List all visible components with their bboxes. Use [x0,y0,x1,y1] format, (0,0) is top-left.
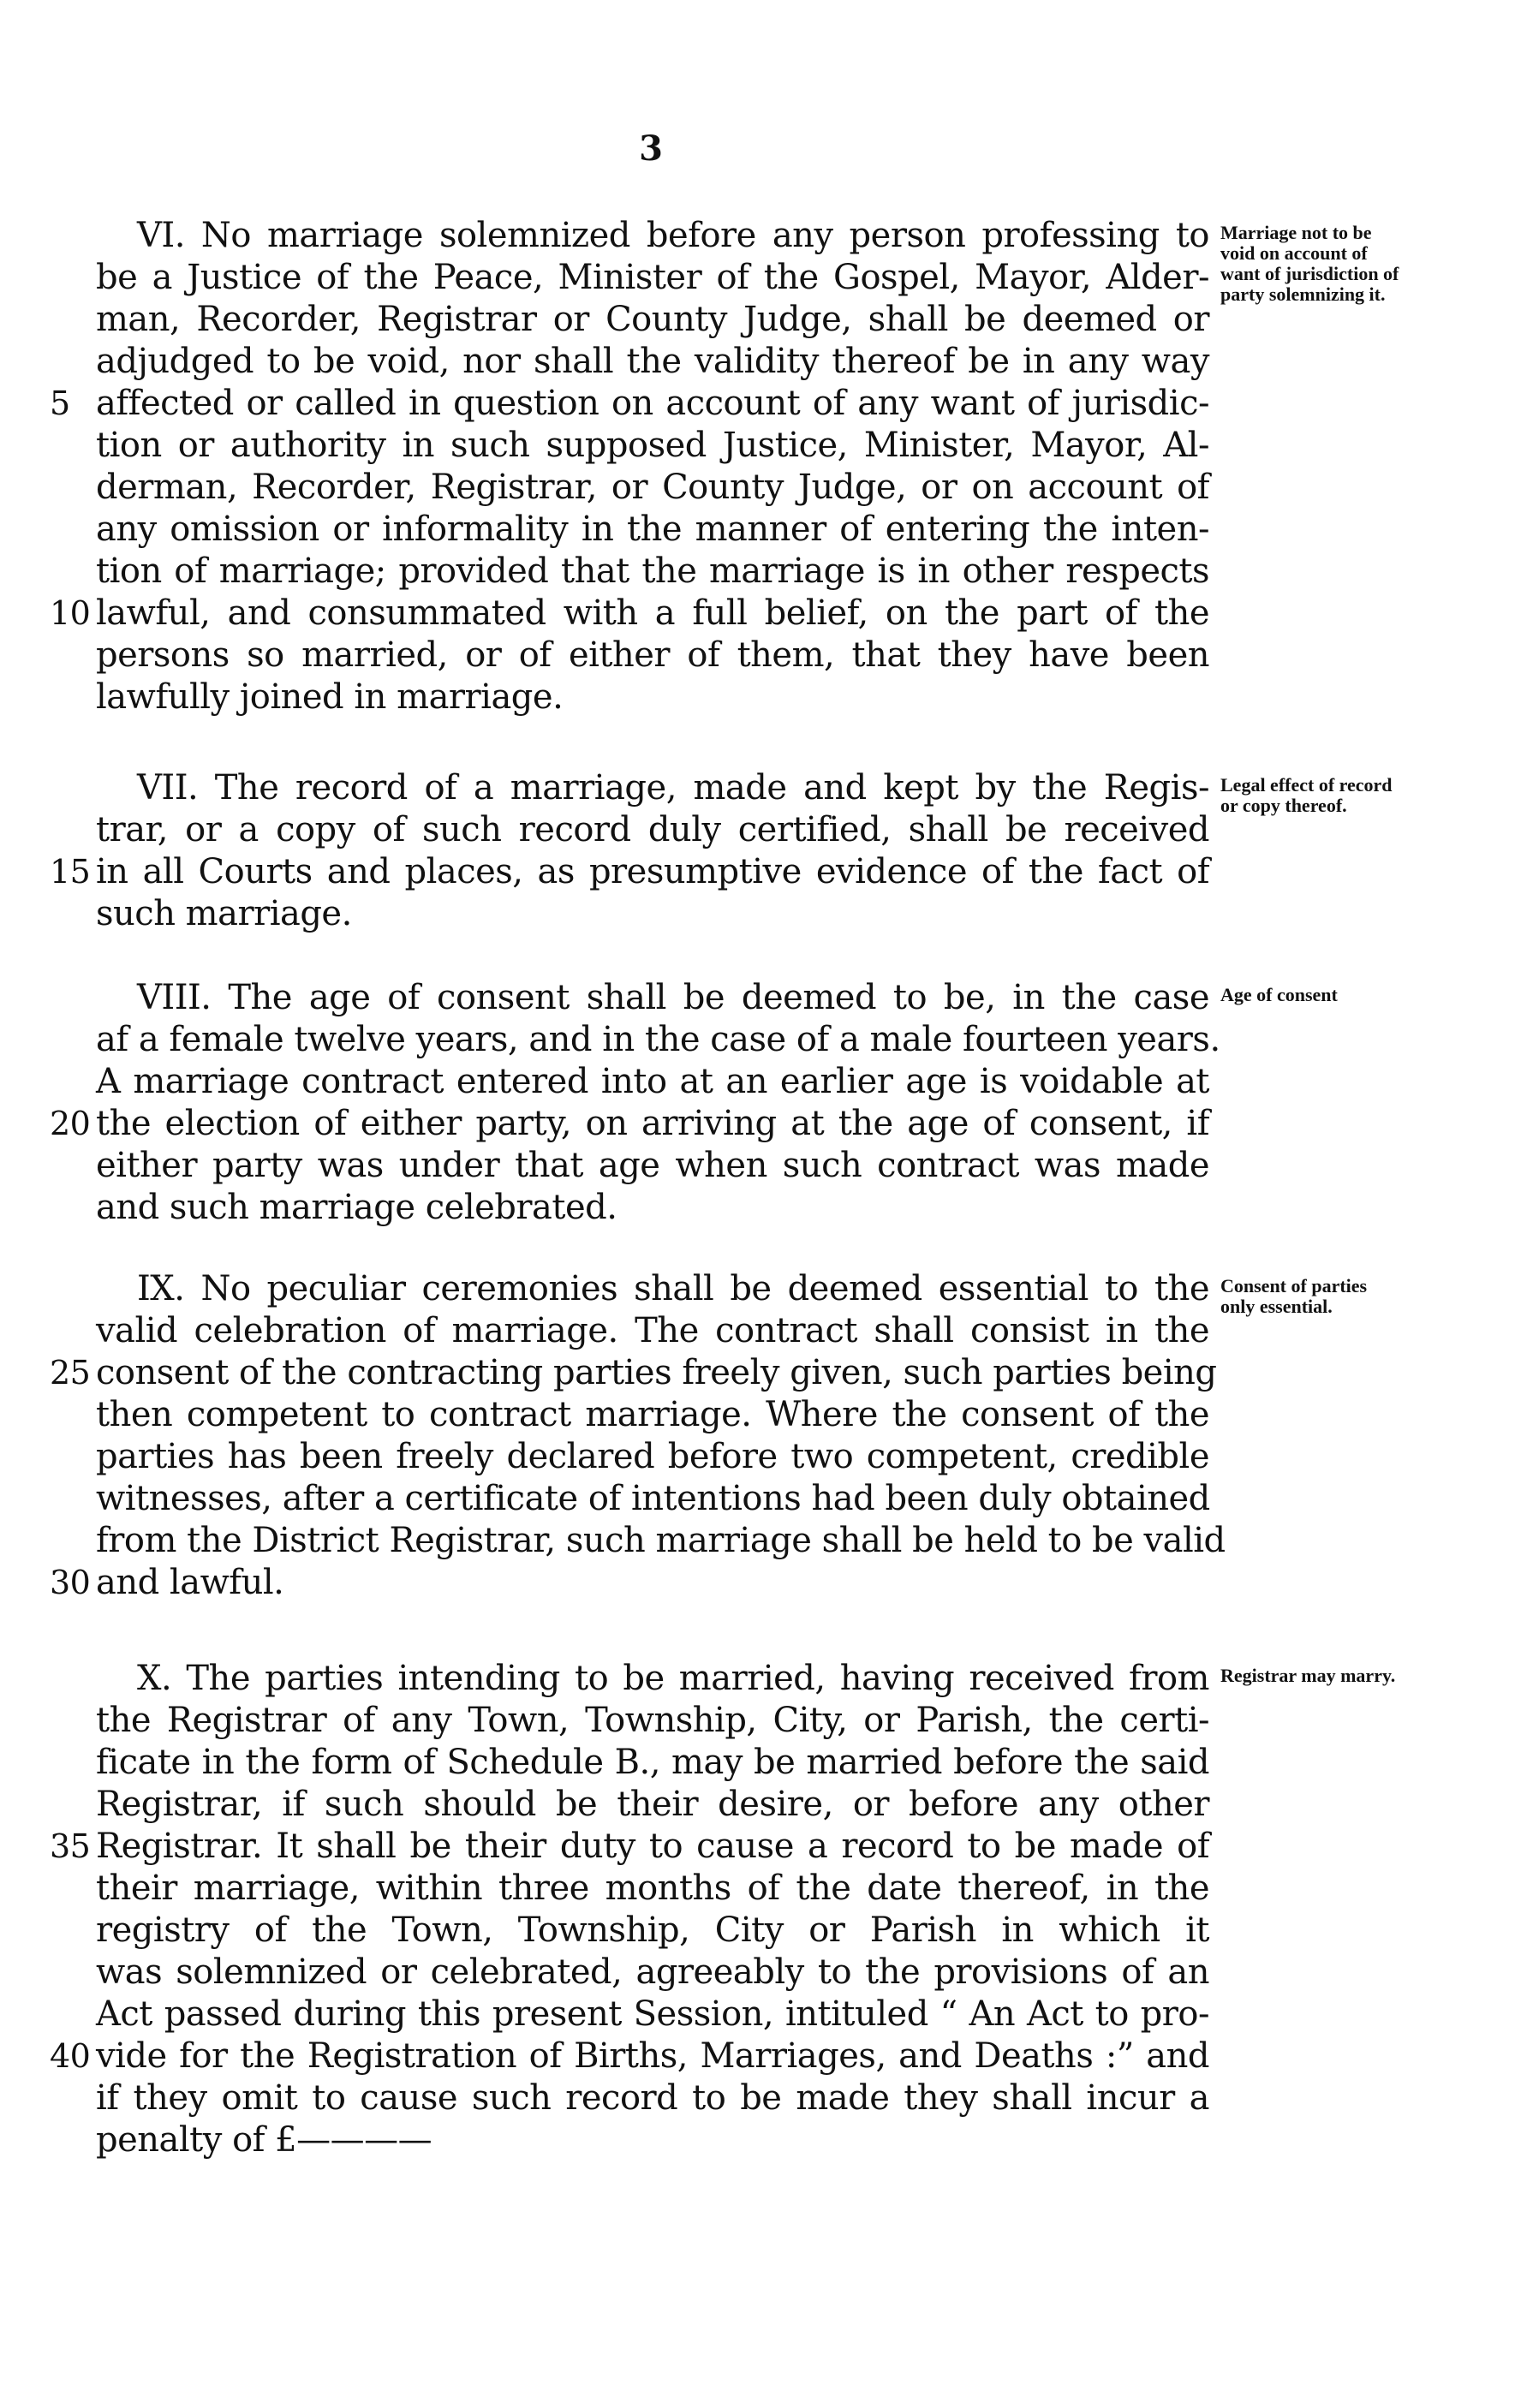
text-line [50,1561,1209,1604]
line-text: IX. No peculiar ceremonies shall be deemed essential to the [137,1269,1209,1308]
line-text: consent of the contracting parties freely given, such parties being [96,1353,1217,1392]
line-text: be a Justice of the Peace, Minister of the Gospel, Mayor, Alder- [96,258,1209,297]
margin-note: Legal effect of record or copy thereof. [1220,774,1393,816]
page-number: 3 [639,128,663,169]
text-line [96,976,1209,1019]
text-line [96,1741,1209,1784]
line-text: either party was under that age when such contract was made [96,1146,1209,1185]
text-line [96,1018,1220,1061]
line-text: A marriage contract entered into at an earlier age is voidable at [96,1062,1209,1101]
line-text: Act passed during this present Session, intituled “ An Act to pro- [96,1994,1209,2034]
line-text: man, Recorder, Registrar or County Judge, shall be deemed or [96,300,1209,339]
line-text: Registrar, if such should be their desire, or before any other [96,1785,1209,1824]
line-text: and such marriage celebrated. [96,1188,617,1227]
line-text: if they omit to cause such record to be made they shall incur a [96,2078,1209,2118]
text-line [96,466,1209,509]
text-line [96,1393,1209,1436]
text-line [96,1699,1209,1742]
text-line [50,1102,1209,1145]
text-line [96,1060,1209,1103]
line-text: tion or authority in such supposed Justice, Minister, Mayor, Al- [96,426,1209,465]
line-text: was solemnized or celebrated, agreeably to the provisions of an [96,1952,1209,1992]
text-line [96,1951,1209,1994]
text-line [50,2035,1209,2077]
text-line [50,1825,1209,1868]
line-text: witnesses, after a certificate of intentions had been duly obtained [96,1479,1210,1518]
margin-note: Registrar may marry. [1220,1665,1396,1686]
text-line [96,634,1209,677]
line-text: persons so married, or of either of them, that they have been [96,635,1209,675]
margin-note: Marriage not to be void on account of want of jurisdiction of party solemnizing it. [1220,222,1399,305]
text-line [96,1267,1209,1310]
line-number: 40 [50,2037,91,2075]
line-text: lawful, and consummated with a full belief, on the part of the [96,593,1209,633]
line-text: parties has been freely declared before two competent, credible [96,1437,1209,1476]
line-text: VI. No marriage solemnized before any person professing to [137,216,1209,255]
line-number: 20 [50,1105,91,1142]
line-number: 10 [50,594,91,632]
text-line [50,850,1209,893]
line-text: valid celebration of marriage. The contract shall consist in the [96,1311,1209,1350]
text-line [96,2077,1209,2119]
text-line [96,214,1209,257]
margin-note: Age of consent [1220,984,1338,1005]
line-number: 25 [50,1354,91,1392]
line-text: such marriage. [96,894,352,933]
line-text: penalty of £———— [96,2120,432,2160]
text-line [96,1144,1209,1187]
text-line [96,508,1209,551]
line-number: 15 [50,853,91,891]
line-text: VIII. The age of consent shall be deemed to be, in the case [137,978,1209,1017]
text-line [96,1783,1209,1826]
text-line [96,1909,1209,1952]
line-text: from the District Registrar, such marriage shall be held to be valid [96,1521,1226,1560]
text-line [96,676,1209,718]
text-line [96,1477,1209,1520]
line-number: 35 [50,1827,91,1865]
line-text: VII. The record of a marriage, made and kept by the Regis- [137,768,1209,808]
line-text: in all Courts and places, as presumptive evidence of the fact of [96,852,1209,891]
text-line [96,1309,1209,1352]
text-line [96,256,1209,299]
line-text: trar, or a copy of such record duly certified, shall be received [96,810,1209,849]
text-line [96,1435,1209,1478]
line-number: 30 [50,1564,91,1601]
text-line [96,766,1209,809]
line-text: and lawful. [96,1563,284,1602]
line-text: lawfully joined in marriage. [96,677,564,717]
line-text: the election of either party, on arriving at the age of consent, if [96,1104,1209,1143]
text-line [96,424,1209,467]
line-number: 5 [50,384,70,422]
text-line [96,2119,1209,2161]
line-text: tion of marriage; provided that the marriage is in other respects [96,551,1209,591]
text-line [96,1186,1209,1229]
margin-note: Consent of parties only essential. [1220,1275,1368,1317]
line-text: registry of the Town, Township, City or Parish in which it [96,1910,1209,1950]
text-line [96,1519,1226,1562]
text-line [96,892,1209,935]
text-line [96,340,1209,383]
line-text: Registrar. It shall be their duty to cause a record to be made of [96,1827,1209,1866]
text-line [96,1993,1209,2035]
text-line [96,298,1209,341]
line-text: derman, Recorder, Registrar, or County Judge, or on account of [96,468,1209,507]
line-text: then competent to contract marriage. Where the consent of the [96,1395,1209,1434]
text-line [50,592,1209,635]
text-line [96,1657,1209,1700]
line-text: X. The parties intending to be married, having received from [137,1659,1209,1698]
line-text: vide for the Registration of Births, Marriages, and Deaths :” and [96,2036,1209,2076]
text-line [96,1867,1209,1910]
line-text: the Registrar of any Town, Township, City, or Parish, the certi- [96,1701,1209,1740]
line-text: af a female twelve years, and in the case of a male fourteen years. [96,1020,1220,1059]
line-text: affected or called in question on account of any want of jurisdic- [96,384,1209,423]
line-text: their marriage, within three months of the date thereof, in the [96,1869,1209,1908]
line-text: adjudged to be void, nor shall the validity thereof be in any way [96,342,1209,381]
text-line [96,808,1209,851]
text-line [50,1351,1217,1394]
text-line [50,382,1209,425]
line-text: any omission or informality in the manner of entering the inten- [96,510,1209,549]
text-line [96,550,1209,593]
line-text: ficate in the form of Schedule B., may be married before the said [96,1743,1209,1782]
